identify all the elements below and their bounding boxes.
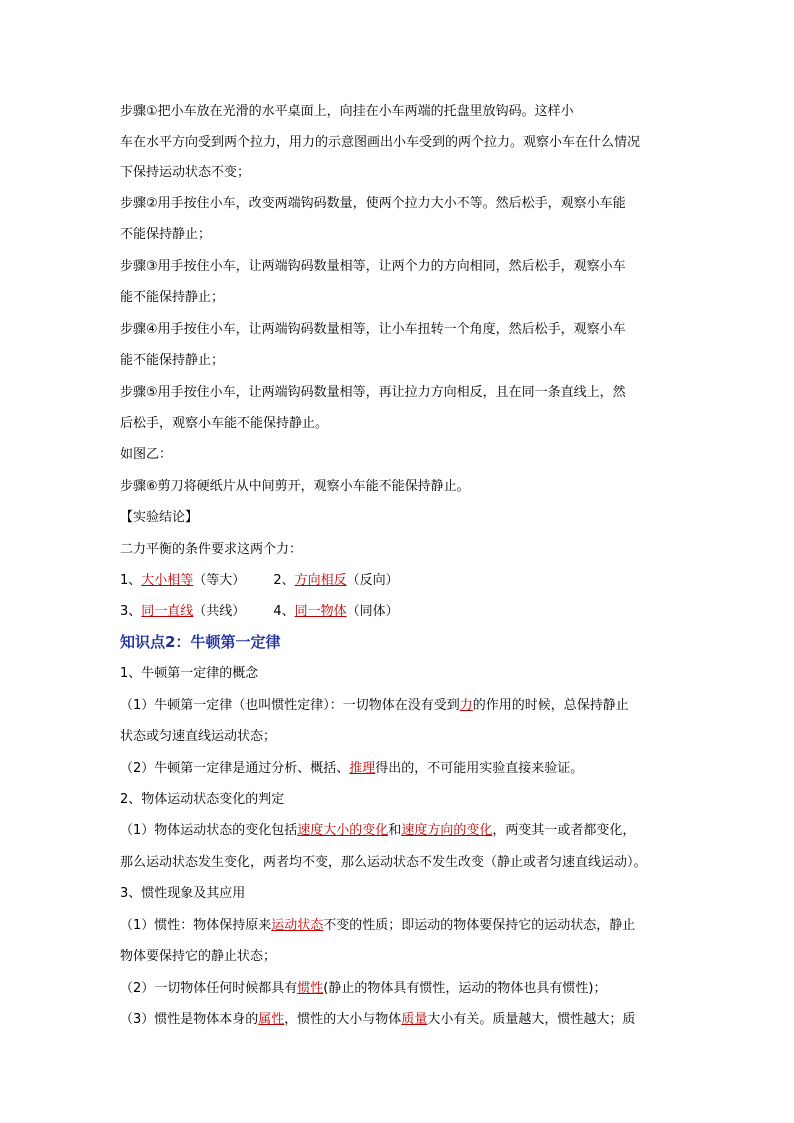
text-run: 大小有关。质量越大，惯性越大；质 <box>427 1012 636 1027</box>
text-run: （1）惯性：物体保持原来 <box>120 918 272 933</box>
highlight-motion-state: 运动状态 <box>271 918 324 933</box>
condition-4-note: （同体） <box>346 604 399 619</box>
text-run: (静止的物体具有惯性，运动的物体也具有惯性)； <box>323 981 607 996</box>
condition-4-term: 同一物体 <box>294 604 347 619</box>
step4-line-1: 步骤④用手按住小车，让两端钩码数量相等，让小车扭转一个角度，然后松手，观察小车 <box>120 322 626 337</box>
section-2-heading: 知识点2：牛顿第一定律 <box>120 633 281 651</box>
step1-line-1: 步骤①把小车放在光滑的水平桌面上，向挂在小车两端的托盘里放钩码。这样小 <box>120 104 574 119</box>
condition-2-note: （反向） <box>346 573 399 588</box>
newton-law-paragraph-1 <box>120 696 629 716</box>
text-run: 得出的，不可能用实验直接来验证。 <box>375 761 584 776</box>
condition-3-note: （共线） <box>193 604 246 619</box>
step3-line-2: 能不能保持静止； <box>120 290 225 305</box>
step1-line-2: 车在水平方向受到两个拉力，用力的示意图画出小车受到的两个拉力。观察小车在什么情况 <box>120 135 641 150</box>
highlight-reasoning: 推理 <box>349 761 376 776</box>
text-run: ，惯性的大小与物体 <box>284 1012 402 1027</box>
inertia-paragraph-3 <box>120 1010 635 1030</box>
text-run: （1）物体运动状态的变化包括 <box>120 823 298 838</box>
figure-b-label: 如图乙： <box>120 447 173 462</box>
condition-3-term: 同一直线 <box>141 604 194 619</box>
conditions-row-2 <box>120 602 399 622</box>
inertia-paragraph-1-cont: 物体要保持它的静止状态； <box>120 949 277 964</box>
step6-line: 步骤⑥剪刀将硬纸片从中间剪开，观察小车能不能保持静止。 <box>120 479 470 494</box>
subsection-2-title: 2、物体运动状态变化的判定 <box>120 792 285 807</box>
inertia-paragraph-1 <box>120 916 635 936</box>
highlight-inertia: 惯性 <box>297 981 324 996</box>
text-run: （2）一切物体任何时候都具有 <box>120 981 298 996</box>
inertia-paragraph-2 <box>120 979 606 999</box>
newton-law-paragraph-1-cont: 状态或匀速直线运动状态； <box>120 729 277 744</box>
text-run: 和 <box>388 823 402 838</box>
step5-line-1: 步骤⑤用手按住小车，让两端钩码数量相等，再让拉力方向相反，且在同一条直线上，然 <box>120 385 626 400</box>
step4-line-2: 能不能保持静止； <box>120 353 225 368</box>
text-run: ，两变其一或者都变化， <box>492 823 636 838</box>
text-run: （3）惯性是物体本身的 <box>120 1012 259 1027</box>
condition-2-term: 方向相反 <box>294 573 347 588</box>
condition-1-number: 1、 <box>120 573 142 588</box>
highlight-speed-direction: 速度方向的变化 <box>401 823 493 838</box>
highlight-mass: 质量 <box>401 1012 428 1027</box>
step2-line-2: 不能保持静止； <box>120 227 212 242</box>
condition-2-number: 2、 <box>273 573 295 588</box>
highlight-force: 力 <box>459 698 473 713</box>
condition-1-term: 大小相等 <box>141 573 194 588</box>
condition-4-number: 4、 <box>273 604 295 619</box>
step3-line-1: 步骤③用手按住小车，让两端钩码数量相等，让两个力的方向相同，然后松手，观察小车 <box>120 259 626 274</box>
conclusion-intro: 二力平衡的条件要求这两个力： <box>120 542 303 557</box>
highlight-speed-magnitude: 速度大小的变化 <box>297 823 389 838</box>
subsection-1-title: 1、牛顿第一定律的概念 <box>120 666 259 681</box>
condition-3-number: 3、 <box>120 604 142 619</box>
conclusion-heading: 【实验结论】 <box>120 510 199 525</box>
text-run: （2）牛顿第一定律是通过分析、概括、 <box>120 761 350 776</box>
step2-line-1: 步骤②用手按住小车，改变两端钩码数量，使两个拉力大小不等。然后松手，观察小车能 <box>120 196 626 211</box>
step1-line-3: 下保持运动状态不变； <box>120 165 251 180</box>
conditions-row-1 <box>120 571 399 591</box>
step5-line-2: 后松手，观察小车能不能保持静止。 <box>120 416 329 431</box>
text-run: 的作用的时候，总保持静止 <box>472 698 629 713</box>
condition-1-note: （等大） <box>193 573 246 588</box>
text-run: 不变的性质；即运动的物体要保持它的运动状态，静止 <box>323 918 636 933</box>
motion-state-paragraph <box>120 821 635 841</box>
newton-law-paragraph-2 <box>120 759 583 779</box>
motion-state-paragraph-cont: 那么运动状态发生变化，两者均不变，那么运动状态不发生改变（静止或者匀速直线运动）。 <box>120 855 647 870</box>
highlight-property: 属性 <box>258 1012 285 1027</box>
text-run: （1）牛顿第一定律（也叫惯性定律）：一切物体在没有受到 <box>120 698 460 713</box>
subsection-3-title: 3、惯性现象及其应用 <box>120 886 246 901</box>
